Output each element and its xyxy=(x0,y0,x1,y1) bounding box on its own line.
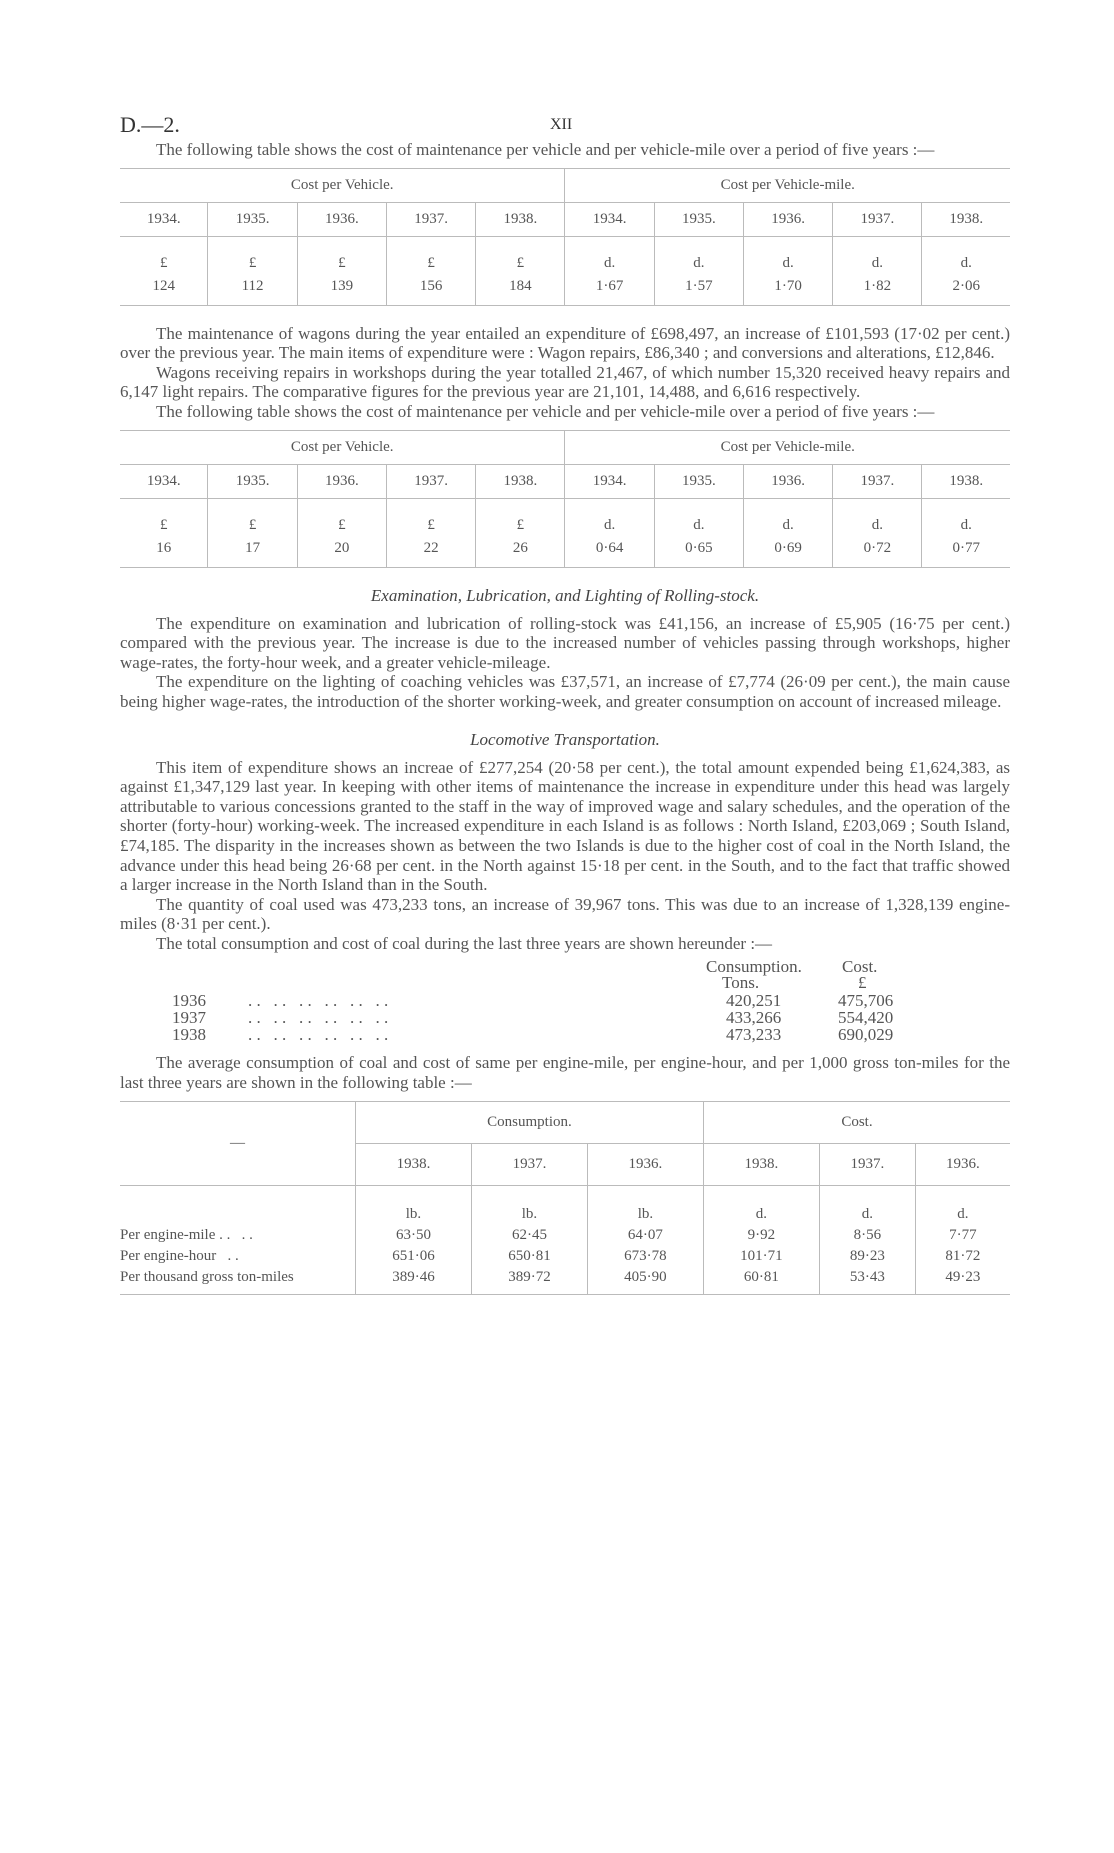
table1-unit: d. xyxy=(833,236,922,275)
table2-unit: £ xyxy=(208,498,297,537)
table2-unit: d. xyxy=(922,498,1010,537)
table2-value: 20 xyxy=(297,537,386,568)
table2-year: 1938. xyxy=(476,464,565,498)
locomotive-paragraph-1: This item of expenditure shows an increae of £277,254 (20·58 per cent.), the total amount expended being £1,624,383, as against £1,347,129 last year. In keeping with other items of maintenance the increase in expenditure under this head was largely attributable to various concessions granted to the staff in the way of improved wage and salary schedules, and the operation of the shorter (forty-hour) working-week. The increased expenditure in each Island is as follows : North Island, £203,069 ; South Island, £74,185. The disparity in the increases shown as between the two Islands is due to the higher cost of coal in the North Island, the advance under this head being 26·68 per cent. in the North against 15·18 per cent. in the South, and to the fact that traffic showed a larger increase in the North Island than in the South. xyxy=(120,757,1010,895)
table1-group-vehicle-mile: Cost per Vehicle-mile. xyxy=(565,168,1010,202)
wagons-paragraph-2: Wagons receiving repairs in workshops during the year totalled 21,467, of which number 15,320 received heavy repairs and 6,147 light repairs. The comparative figures for the previous year are 21,101, 14,488, and 6,616 respectively. xyxy=(120,362,1010,402)
table1-year: 1938. xyxy=(476,202,565,236)
avg-row xyxy=(120,1246,1010,1267)
coal-row-leader: . . . . . . . . . . . . xyxy=(248,991,389,1011)
table1-group-vehicle: Cost per Vehicle. xyxy=(120,168,565,202)
avg-cell: 81·72 xyxy=(915,1246,1010,1267)
table1-year: 1937. xyxy=(386,202,475,236)
avg-cell: 9·92 xyxy=(703,1225,819,1246)
average-paragraph: The average consumption of coal and cost of same per engine-mile, per engine-hour, and per 1,000 gross ton-miles for the last three years are shown in the following table :— xyxy=(120,1053,1010,1093)
coal-row-leader: . . . . . . . . . . . . xyxy=(248,1008,389,1028)
coal-row-leader: . . . . . . . . . . . . xyxy=(248,1025,389,1045)
avg-cell: 101·71 xyxy=(703,1246,819,1267)
avg-row-label: Per engine-hour . . xyxy=(120,1247,239,1264)
table2-unit: d. xyxy=(565,498,654,537)
avg-row-label: Per engine-mile . . . . xyxy=(120,1226,253,1243)
coal-row-tons: 420,251 xyxy=(726,991,782,1011)
locomotive-paragraph-2: The quantity of coal used was 473,233 tons, an increase of 39,967 tons. This was due to an increase of 1,328,139 engine-miles (8·31 per cent.). xyxy=(120,894,1010,934)
avg-unit: lb. xyxy=(471,1185,587,1225)
table1-unit: d. xyxy=(654,236,743,275)
coal-row-cost: 554,420 xyxy=(838,1008,894,1028)
table1-unit: d. xyxy=(743,236,832,275)
avg-row-label: Per thousand gross ton-miles xyxy=(120,1267,356,1295)
avg-cell: 63·50 xyxy=(356,1225,472,1246)
avg-cell: 8·56 xyxy=(819,1225,915,1246)
table2-year: 1935. xyxy=(208,464,297,498)
avg-year: 1936. xyxy=(587,1143,703,1185)
coal-header-tons: Tons. xyxy=(722,973,760,993)
avg-unit: lb. xyxy=(356,1185,472,1225)
table2-value: 16 xyxy=(120,537,208,568)
page-number: XII xyxy=(550,116,573,133)
avg-row xyxy=(120,1267,1010,1295)
table1-year: 1936. xyxy=(743,202,832,236)
table1-year: 1934. xyxy=(565,202,654,236)
table1-unit: £ xyxy=(297,236,386,275)
table1-value: 1·57 xyxy=(654,275,743,306)
table1-year: 1936. xyxy=(297,202,386,236)
table2-value: 0·77 xyxy=(922,537,1010,568)
avg-cell: 405·90 xyxy=(587,1267,703,1295)
avg-group-consumption: Consumption. xyxy=(356,1101,704,1143)
avg-year: 1938. xyxy=(356,1143,472,1185)
table1-unit: £ xyxy=(476,236,565,275)
avg-stub-dash: — xyxy=(120,1101,356,1185)
section-heading-locomotive: Locomotive Transportation. xyxy=(470,729,660,749)
coal-row-cost: 475,706 xyxy=(838,991,894,1011)
table1-unit: £ xyxy=(159,254,168,271)
intro-paragraph-1: The following table shows the cost of maintenance per vehicle and per vehicle-mile over a period of five years :— xyxy=(156,140,935,159)
avg-unit: lb. xyxy=(587,1185,703,1225)
table1-year: 1935. xyxy=(654,202,743,236)
table2-year: 1934. xyxy=(120,464,208,498)
document-reference: D.—2. xyxy=(120,112,180,137)
coal-row-tons: 433,266 xyxy=(726,1008,782,1028)
table2-unit: £ xyxy=(476,498,565,537)
table1-value: 184 xyxy=(476,275,565,306)
table2-group-vehicle: Cost per Vehicle. xyxy=(120,430,565,464)
table2-value: 17 xyxy=(208,537,297,568)
avg-row xyxy=(120,1225,1010,1246)
table1-value: 112 xyxy=(208,275,297,306)
table1-value: 139 xyxy=(297,275,386,306)
avg-cell: 651·06 xyxy=(356,1246,472,1267)
avg-cell: 673·78 xyxy=(587,1246,703,1267)
table2-unit: £ xyxy=(297,498,386,537)
table2-unit: £ xyxy=(159,516,168,533)
table2-value: 26 xyxy=(476,537,565,568)
avg-unit: d. xyxy=(819,1185,915,1225)
table2-year: 1934. xyxy=(565,464,654,498)
locomotive-paragraph-3: The total consumption and cost of coal during the last three years are shown hereunder :— xyxy=(156,933,773,953)
cost-table-2 xyxy=(120,430,1010,568)
table2-year: 1935. xyxy=(654,464,743,498)
table2-year: 1936. xyxy=(743,464,832,498)
table2-year: 1938. xyxy=(922,464,1010,498)
coal-row-year: 1936 xyxy=(172,991,206,1011)
avg-cell: 389·46 xyxy=(356,1267,472,1295)
intro-paragraph-2: The following table shows the cost of maintenance per vehicle and per vehicle-mile over a period of five years :— xyxy=(156,401,935,421)
coal-header-cost: Cost. xyxy=(842,957,878,977)
table2-value: 0·65 xyxy=(654,537,743,568)
table1-year: 1935. xyxy=(208,202,297,236)
section-heading-examination: Examination, Lubrication, and Lighting of Rolling-stock. xyxy=(370,585,760,605)
wagons-paragraph-1: The maintenance of wagons during the year entailed an expenditure of £698,497, an increase of £101,593 (17·02 per cent.) over the previous year. The main items of expenditure were : Wagon repairs, £86,340 ; and conversions and alterations, £12,846. xyxy=(120,323,1010,363)
avg-cell: 7·77 xyxy=(915,1225,1010,1246)
avg-cell: 64·07 xyxy=(587,1225,703,1246)
avg-year: 1938. xyxy=(703,1143,819,1185)
coal-row-year: 1938 xyxy=(172,1025,206,1045)
avg-year: 1937. xyxy=(819,1143,915,1185)
avg-group-cost: Cost. xyxy=(703,1101,1010,1143)
table2-value: 0·69 xyxy=(743,537,832,568)
avg-year: 1937. xyxy=(471,1143,587,1185)
table1-value: 2·06 xyxy=(922,275,1010,306)
avg-cell: 49·23 xyxy=(915,1267,1010,1295)
table1-year: 1934. xyxy=(120,202,208,236)
table2-year: 1936. xyxy=(297,464,386,498)
table2-value: 22 xyxy=(386,537,475,568)
coal-row-cost: 690,029 xyxy=(838,1025,894,1045)
table1-year: 1938. xyxy=(922,202,1010,236)
avg-cell: 53·43 xyxy=(819,1267,915,1295)
table1-unit: £ xyxy=(386,236,475,275)
table2-value: 0·64 xyxy=(565,537,654,568)
coal-row-year: 1937 xyxy=(172,1008,206,1028)
table2-group-vehicle-mile: Cost per Vehicle-mile. xyxy=(565,430,1010,464)
table1-value: 156 xyxy=(386,275,475,306)
avg-cell: 60·81 xyxy=(703,1267,819,1295)
avg-cell: 62·45 xyxy=(471,1225,587,1246)
table1-unit: £ xyxy=(208,236,297,275)
table2-unit: d. xyxy=(833,498,922,537)
table1-value: 1·82 xyxy=(833,275,922,306)
cost-table-1 xyxy=(120,168,1010,306)
avg-cell: 650·81 xyxy=(471,1246,587,1267)
coal-row-tons: 473,233 xyxy=(726,1025,782,1045)
coal-header-consumption: Consumption. xyxy=(706,957,802,977)
table1-value: 124 xyxy=(120,275,208,306)
avg-cell: 389·72 xyxy=(471,1267,587,1295)
average-consumption-table xyxy=(120,1101,1010,1295)
coal-header-pound: £ xyxy=(858,973,867,993)
table2-unit: d. xyxy=(654,498,743,537)
page-header xyxy=(120,100,1010,140)
document-page xyxy=(120,100,1010,1295)
avg-cell: 89·23 xyxy=(819,1246,915,1267)
table2-unit: £ xyxy=(386,498,475,537)
table1-value: 1·70 xyxy=(743,275,832,306)
table2-unit: d. xyxy=(743,498,832,537)
table2-value: 0·72 xyxy=(833,537,922,568)
table2-year: 1937. xyxy=(386,464,475,498)
table1-unit: d. xyxy=(565,236,654,275)
avg-unit: d. xyxy=(703,1185,819,1225)
avg-year: 1936. xyxy=(915,1143,1010,1185)
examination-paragraph-1: The expenditure on examination and lubrication of rolling-stock was £41,156, an increase of £5,905 (16·75 per cent.) compared with the previous year. The increase is due to the increased number of vehicles passing through workshops, higher wage-rates, the forty-hour week, and a greater vehicle-mileage. xyxy=(120,613,1010,672)
coal-consumption-table xyxy=(120,953,1010,1045)
table1-unit: d. xyxy=(922,236,1010,275)
table1-year: 1937. xyxy=(833,202,922,236)
table2-year: 1937. xyxy=(833,464,922,498)
examination-paragraph-2: The expenditure on the lighting of coaching vehicles was £37,571, an increase of £7,774 (26·09 per cent.), the main cause being higher wage-rates, the introduction of the shorter working-week, and greater consumption on account of increased mileage. xyxy=(120,672,1010,711)
table1-value: 1·67 xyxy=(565,275,654,306)
avg-unit: d. xyxy=(915,1185,1010,1225)
